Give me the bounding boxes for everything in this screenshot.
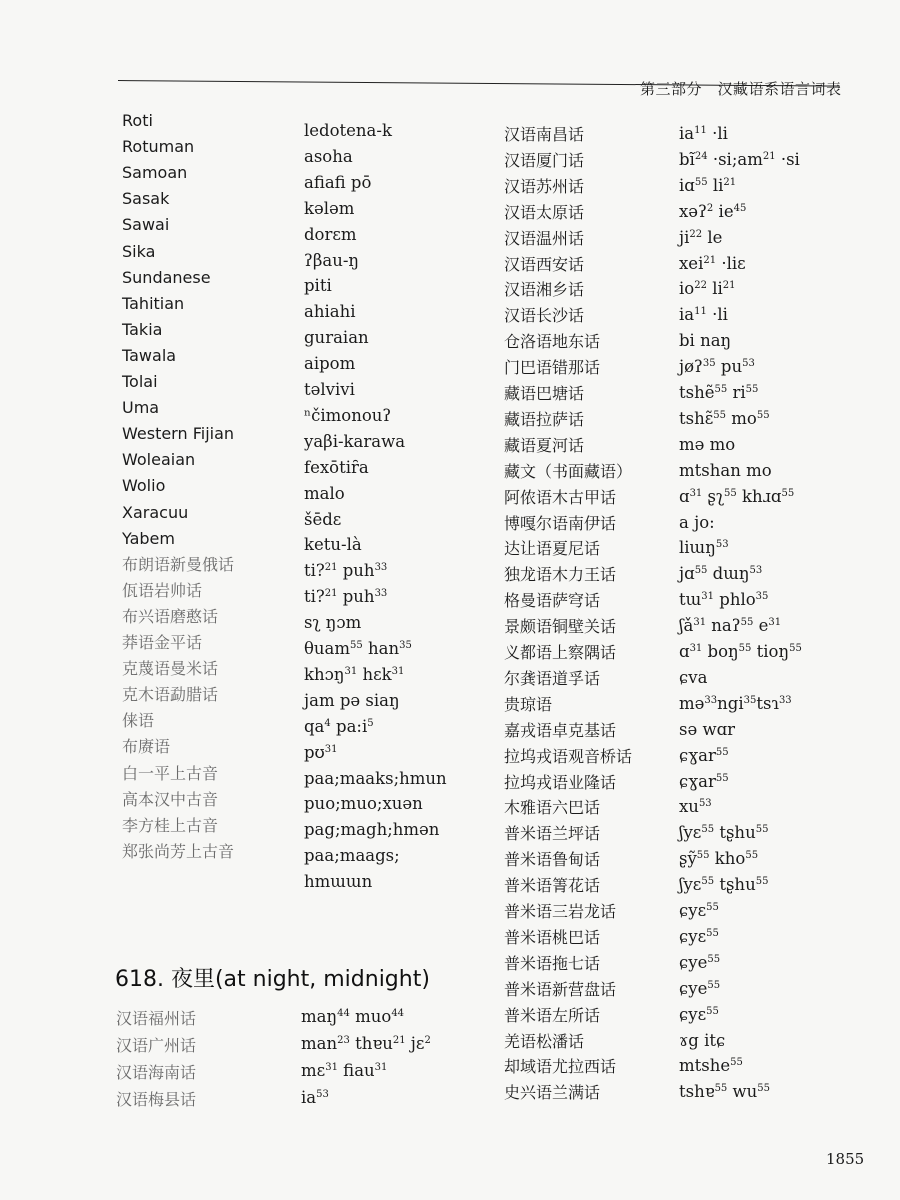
language-name: 俫语 bbox=[122, 711, 155, 731]
word-form: mə$^{33}$ngi$^{35}$tsɿ$^{33}$ bbox=[679, 693, 792, 713]
language-name: 拉坞戎语观音桥话 bbox=[504, 746, 633, 766]
language-name: 藏语夏河话 bbox=[504, 435, 585, 455]
word-form: iɑ$^{55}$ $li^{21}$ bbox=[679, 175, 737, 195]
language-name: 尔龚语道孚话 bbox=[504, 668, 601, 688]
language-name: Yabem bbox=[122, 528, 175, 548]
word-form: ɕye$^{55}$ bbox=[679, 978, 721, 998]
word-form: $xu^{53}$ bbox=[679, 797, 712, 817]
language-name: Xaracuu bbox=[122, 502, 189, 522]
word-form: fexōtiȓa bbox=[304, 457, 369, 477]
word-form: ti?$^{21}$ puh$^{33}$ bbox=[304, 561, 388, 581]
language-name: 阿侬语木古甲话 bbox=[504, 487, 617, 507]
word-form: mɛ$^{31}$ fiau$^{31}$ bbox=[301, 1061, 388, 1080]
word-form: ɕɣar$^{55}$ bbox=[679, 745, 729, 765]
word-form: ɑ$^{31}$ boŋ$^{55}$ tioŋ$^{55}$ bbox=[679, 642, 802, 661]
word-form: man$^{23}$ thɐu$^{21}$ jɛ$^2$ bbox=[301, 1034, 431, 1053]
word-form: tshẽ$^{55}$ $ri^{55}$ bbox=[679, 383, 759, 402]
word-form: ʔβau-ŋ bbox=[304, 250, 360, 270]
word-form: xei$^{21}$ ·liɛ bbox=[679, 253, 746, 273]
word-form: $bĩ^{24}$ $\cdot si;am^{21} \cdot si$ bbox=[679, 149, 800, 169]
language-name: 汉语厦门话 bbox=[504, 150, 585, 170]
language-name: 汉语海南话 bbox=[116, 1063, 197, 1082]
language-name: Sawai bbox=[122, 215, 170, 235]
word-form: guraian bbox=[304, 328, 369, 348]
word-form: ketu-là bbox=[304, 535, 362, 555]
language-name: 藏语拉萨话 bbox=[504, 409, 585, 429]
language-name: 藏语巴塘话 bbox=[504, 384, 585, 403]
word-form: jɑ$^{55}$ dɯŋ$^{53}$ bbox=[679, 564, 763, 584]
word-form: tshɐ$^{55}$ $wu^{55}$ bbox=[679, 1082, 771, 1102]
language-name: 藏文（书面藏语） bbox=[504, 461, 633, 481]
word-form: maŋ$^{44}$ muo$^{44}$ bbox=[301, 1007, 405, 1026]
word-form: ɕye$^{55}$ bbox=[679, 952, 721, 972]
language-name: 汉语南昌话 bbox=[504, 125, 585, 144]
word-form: puo;muo;xuən bbox=[304, 794, 423, 814]
word-form: a jo: bbox=[679, 512, 715, 532]
word-form: $ia^{53}$ bbox=[301, 1088, 329, 1107]
word-form: $ji^{22}$ le bbox=[679, 227, 723, 247]
language-name: Takia bbox=[122, 319, 163, 339]
word-form: $io^{22}$ $li^{21}$ bbox=[679, 279, 736, 299]
language-name: 贵琼语 bbox=[504, 694, 553, 714]
language-name: 汉语梅县话 bbox=[116, 1090, 197, 1109]
language-name: 普米语兰坪话 bbox=[504, 824, 601, 844]
word-form: ledotena-k bbox=[304, 121, 392, 140]
word-form: ʃyɛ$^{55}$ tʂhu$^{55}$ bbox=[679, 875, 769, 895]
language-name: 汉语太原话 bbox=[504, 202, 585, 222]
running-header: 第三部分 汉藏语系语言词表 bbox=[640, 80, 842, 98]
language-name: 普米语新营盘话 bbox=[504, 979, 617, 999]
word-form: mtshe$^{55}$ bbox=[679, 1056, 743, 1076]
word-form: liɯŋ$^{53}$ bbox=[679, 538, 729, 558]
word-form: təlvivi bbox=[304, 380, 355, 399]
language-name: 门巴语错那话 bbox=[504, 358, 601, 378]
language-name: 普米语桃巴话 bbox=[504, 927, 601, 947]
language-name: 普米语三岩龙话 bbox=[504, 902, 617, 921]
word-form: sʅ ŋɔm bbox=[304, 613, 362, 633]
word-form: pʊ$^{31}$ bbox=[304, 742, 338, 762]
language-name: 汉语西安话 bbox=[504, 254, 585, 274]
language-name: 李方桂上古音 bbox=[122, 815, 219, 835]
language-name: 拉坞戎语业隆话 bbox=[504, 772, 617, 792]
word-form: jam pə siaŋ bbox=[304, 690, 400, 710]
word-form: sə wɑr bbox=[679, 719, 736, 739]
word-form: ti?$^{21}$ puh$^{33}$ bbox=[304, 587, 388, 607]
word-form: malo bbox=[304, 483, 345, 503]
language-name: 佤语岩帅话 bbox=[122, 580, 203, 600]
language-name: 羌语松潘话 bbox=[504, 1031, 585, 1051]
word-form: hmɯɯn bbox=[304, 872, 373, 892]
word-form: ɤg itɕ bbox=[679, 1030, 726, 1050]
language-name: 史兴语兰满话 bbox=[504, 1083, 601, 1103]
language-name: 仓洛语地东话 bbox=[504, 332, 601, 352]
word-form: kələm bbox=[304, 198, 355, 218]
word-form: $ia^{11} \cdot li$ bbox=[679, 124, 728, 143]
language-name: 白一平上古音 bbox=[122, 763, 219, 783]
language-name: 木雅语六巴话 bbox=[504, 798, 601, 818]
word-form: ɕyɛ$^{55}$ bbox=[679, 901, 719, 920]
language-name: Sika bbox=[122, 241, 156, 261]
language-name: 却域语尤拉西话 bbox=[504, 1057, 617, 1077]
section-618-heading: 618. 夜里(at night, midnight) bbox=[115, 967, 430, 992]
language-name: 布兴语磨憨话 bbox=[122, 606, 219, 626]
language-name: 嘉戎语卓克基话 bbox=[504, 720, 617, 740]
word-form: pag;magh;hmən bbox=[304, 820, 440, 840]
word-form: asoha bbox=[304, 146, 353, 166]
language-name: Uma bbox=[122, 398, 160, 418]
word-form: ʃǎ$^{31}$ naʔ$^{55}$ $e^{31}$ bbox=[679, 616, 782, 636]
word-form: $qa^4$ $pa:i^5$ bbox=[304, 716, 374, 736]
word-form: ɕva bbox=[679, 667, 708, 687]
language-name: 莽语金平话 bbox=[122, 633, 203, 652]
language-name: Tahitian bbox=[122, 293, 185, 313]
word-form: ɕyɛ$^{55}$ bbox=[679, 1004, 719, 1024]
word-form: dorɛm bbox=[304, 224, 357, 244]
word-form: tshɛ̃$^{55}$ $mo^{55}$ bbox=[679, 408, 770, 428]
language-name: 汉语长沙话 bbox=[504, 306, 585, 326]
language-name: 普米语箐花话 bbox=[504, 876, 601, 896]
language-name: 达让语夏尼话 bbox=[504, 539, 601, 559]
language-name: 普米语左所话 bbox=[504, 1005, 601, 1025]
language-name: 博嘎尔语南伊话 bbox=[504, 513, 617, 533]
word-form: piti bbox=[304, 276, 332, 296]
word-form: šēdɛ bbox=[304, 509, 342, 529]
language-name: 汉语湘乡话 bbox=[504, 280, 585, 300]
language-name: 高本汉中古音 bbox=[122, 789, 219, 809]
language-name: 格曼语萨穹话 bbox=[504, 591, 601, 611]
word-form: jøʔ$^{35}$ $pu^{53}$ bbox=[679, 357, 755, 377]
language-name: 汉语苏州话 bbox=[504, 176, 585, 196]
language-name: Samoan bbox=[122, 163, 188, 183]
language-name: Wolio bbox=[122, 476, 166, 496]
word-form: mtshan mo bbox=[679, 460, 772, 480]
word-form: ɕyɛ$^{55}$ bbox=[679, 926, 719, 946]
language-name: 景颇语铜壁关话 bbox=[504, 617, 617, 637]
language-name: Roti bbox=[122, 111, 153, 130]
page-number: 1855 bbox=[826, 1150, 865, 1168]
language-name: Sasak bbox=[122, 189, 170, 209]
word-form: paa;maags; bbox=[304, 846, 400, 866]
language-name: 普米语拖七话 bbox=[504, 953, 601, 973]
language-name: Sundanese bbox=[122, 267, 211, 287]
language-name: 独龙语木力王话 bbox=[504, 565, 617, 585]
language-name: 义都语上察隅话 bbox=[504, 643, 617, 662]
word-form: θuam$^{55}$ han$^{35}$ bbox=[304, 639, 412, 658]
language-name: 汉语福州话 bbox=[116, 1009, 197, 1028]
word-form: xəʔ$^2$ $ie^{45}$ bbox=[679, 201, 747, 221]
word-form: ⁿčimonouʔ bbox=[304, 405, 392, 425]
language-name: Rotuman bbox=[122, 137, 195, 157]
word-form: mə mo bbox=[679, 434, 736, 454]
language-name: Woleaian bbox=[122, 450, 196, 470]
word-form: ʂỹ$^{55}$ kho$^{55}$ bbox=[679, 849, 759, 869]
word-form: ɑ$^{31}$ ʂʅ$^{55}$ khɹɑ$^{55}$ bbox=[679, 486, 795, 506]
word-form: afiafi pō bbox=[304, 172, 372, 192]
language-name: 克蔑语曼米话 bbox=[122, 659, 219, 679]
word-form: bi naŋ bbox=[679, 331, 732, 351]
language-name: Tolai bbox=[122, 372, 158, 391]
language-name: Tawala bbox=[122, 345, 177, 365]
language-name: 普米语鲁甸话 bbox=[504, 850, 601, 870]
word-form: yaβi-karawa bbox=[304, 431, 406, 451]
word-form: ahiahi bbox=[304, 302, 356, 322]
language-name: 汉语广州话 bbox=[116, 1036, 197, 1055]
language-name: 布赓语 bbox=[122, 737, 171, 757]
word-form: ʃyɛ$^{55}$ tʂhu$^{55}$ bbox=[679, 823, 769, 843]
language-name: 郑张尚芳上古音 bbox=[122, 841, 235, 861]
word-form: khɔŋ$^{31}$ hɛk$^{31}$ bbox=[304, 664, 405, 684]
word-form: $ia^{11} \cdot li$ bbox=[679, 305, 728, 325]
word-form: ɕɣar$^{55}$ bbox=[679, 771, 729, 791]
language-name: 克木语勐腊话 bbox=[122, 685, 219, 705]
word-form: tɯ$^{31}$ phlo$^{35}$ bbox=[679, 590, 769, 610]
language-name: 汉语温州话 bbox=[504, 228, 585, 248]
language-name: 布朗语新曼俄话 bbox=[122, 554, 235, 574]
word-form: paa;maaks;hmun bbox=[304, 768, 447, 788]
language-name: Western Fijian bbox=[122, 424, 235, 444]
word-form: aipom bbox=[304, 354, 356, 374]
